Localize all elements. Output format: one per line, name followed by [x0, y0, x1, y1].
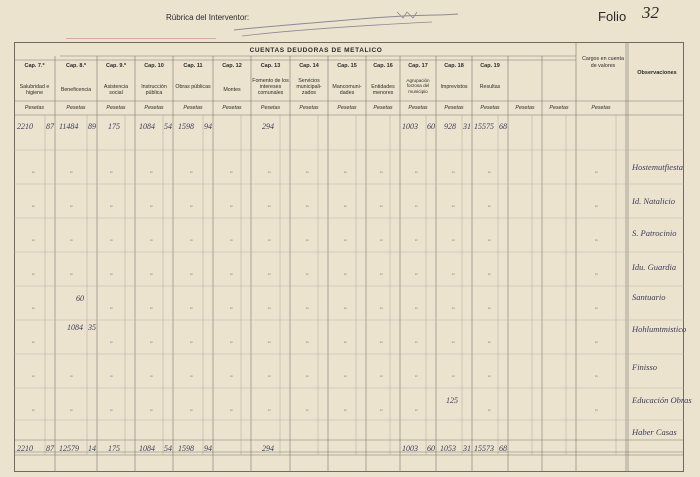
- svg-text:„: „: [595, 270, 598, 276]
- svg-text:„: „: [110, 304, 113, 310]
- cap-19-header: Cap. 19: [480, 63, 500, 69]
- col-desc-entidades: Entidades menores: [371, 84, 395, 97]
- svg-text:„: „: [595, 338, 598, 344]
- col-desc-asistencia: Asistencia social: [103, 84, 129, 97]
- svg-text:„: „: [150, 338, 153, 344]
- svg-text:„: „: [230, 270, 233, 276]
- svg-text:„: „: [415, 372, 418, 378]
- svg-text:„: „: [150, 406, 153, 412]
- svg-text:„: „: [344, 202, 347, 208]
- svg-text:„: „: [70, 270, 73, 276]
- unit-label: Pesetas: [183, 105, 203, 111]
- unit-label: Pesetas: [444, 105, 464, 111]
- svg-text:„: „: [190, 168, 193, 174]
- folio-number: 32: [642, 3, 659, 22]
- svg-text:„: „: [595, 236, 598, 242]
- col-desc-agrupacion: Agrupación forzosa del municipio: [406, 78, 430, 94]
- svg-text:„: „: [380, 406, 383, 412]
- cap-9-header: Cap. 9.º: [105, 63, 127, 69]
- cell-value: 1084: [67, 323, 83, 332]
- svg-text:„: „: [595, 202, 598, 208]
- svg-text:„: „: [230, 202, 233, 208]
- svg-text:„: „: [268, 270, 271, 276]
- col-desc-obras: Obras públicas: [175, 84, 211, 90]
- folio-label: Folio: [598, 9, 627, 24]
- cap-17-header: Cap. 17: [408, 63, 428, 69]
- unit-label: Pesetas: [299, 105, 319, 111]
- cap-10-header: Cap. 10: [144, 63, 164, 69]
- unit-label: Pesetas: [549, 105, 569, 111]
- svg-text:„: „: [344, 338, 347, 344]
- unit-label: Pesetas: [260, 105, 281, 111]
- svg-text:„: „: [230, 372, 233, 378]
- svg-text:„: „: [190, 406, 193, 412]
- col-desc-instruccion: Instrucción pública: [141, 84, 167, 97]
- total-value: 12579: [59, 444, 79, 453]
- cap-14-header: Cap. 14: [299, 63, 319, 69]
- cap-18-header: Cap. 18: [444, 63, 464, 69]
- svg-text:„: „: [230, 168, 233, 174]
- svg-text:„: „: [415, 338, 418, 344]
- svg-text:„: „: [70, 406, 73, 412]
- svg-text:„: „: [150, 202, 153, 208]
- total-value: 175: [108, 444, 120, 453]
- col-desc-montes: Montes: [223, 87, 241, 93]
- observacion-entry: Santuario: [632, 292, 666, 302]
- svg-text:„: „: [488, 372, 491, 378]
- svg-text:„: „: [344, 270, 347, 276]
- total-value: 294: [262, 444, 274, 453]
- svg-text:„: „: [150, 270, 153, 276]
- svg-text:„: „: [306, 338, 309, 344]
- svg-text:„: „: [110, 168, 113, 174]
- observacion-entry: Hohlumtmistico: [632, 324, 687, 334]
- observacion-entry: Haber Casas: [632, 427, 677, 437]
- svg-text:„: „: [380, 338, 383, 344]
- col-desc-fomento: Fomento de los intereses comunales: [252, 78, 289, 97]
- cap-8-header: Cap. 8.º: [65, 63, 87, 69]
- col-desc-resultas: Resultas: [479, 84, 501, 90]
- total-value: 15573: [474, 444, 494, 453]
- cell-value: 2210: [17, 122, 33, 131]
- svg-text:„: „: [190, 372, 193, 378]
- unit-label: Pesetas: [106, 105, 126, 111]
- svg-text:„: „: [70, 168, 73, 174]
- svg-text:„: „: [32, 168, 35, 174]
- svg-text:„: „: [488, 338, 491, 344]
- svg-text:„: „: [268, 372, 271, 378]
- svg-text:„: „: [32, 270, 35, 276]
- observacion-entry: S. Patrocinio: [632, 228, 677, 238]
- svg-text:„: „: [488, 304, 491, 310]
- total-cents: 31: [463, 444, 471, 453]
- col-desc-mancomunidades: Mancomuni-dades: [332, 84, 362, 97]
- total-cents: 94: [204, 444, 212, 453]
- unit-label: Pesetas: [66, 105, 86, 111]
- svg-text:„: „: [380, 270, 383, 276]
- svg-text:„: „: [110, 270, 113, 276]
- svg-text:„: „: [150, 236, 153, 242]
- svg-text:„: „: [452, 236, 455, 242]
- cell-value: 1084: [139, 122, 155, 131]
- svg-text:„: „: [380, 236, 383, 242]
- svg-text:„: „: [595, 304, 598, 310]
- svg-text:„: „: [488, 406, 491, 412]
- svg-text:„: „: [380, 202, 383, 208]
- cap-12-header: Cap. 12: [222, 63, 242, 69]
- cell-cents: 68: [499, 122, 507, 131]
- total-value: 1598: [178, 444, 194, 453]
- observacion-entry: Finisso: [632, 362, 658, 372]
- observaciones-header: Observaciones: [637, 70, 677, 76]
- svg-text:„: „: [344, 406, 347, 412]
- svg-text:„: „: [32, 202, 35, 208]
- svg-text:„: „: [32, 372, 35, 378]
- svg-text:„: „: [306, 372, 309, 378]
- unit-label: Pesetas: [480, 105, 500, 111]
- unit-label: Pesetas: [408, 105, 428, 111]
- cell-cents: 60: [427, 122, 435, 131]
- svg-text:„: „: [595, 372, 598, 378]
- svg-text:„: „: [150, 168, 153, 174]
- svg-text:„: „: [415, 304, 418, 310]
- svg-text:„: „: [344, 236, 347, 242]
- cell-cents: 54: [164, 122, 172, 131]
- total-cents: 68: [499, 444, 507, 453]
- rubrica-label: Rúbrica del Interventor:: [166, 13, 250, 22]
- cap-7-header: Cap. 7.º: [24, 63, 45, 69]
- unit-label: Pesetas: [144, 105, 164, 111]
- svg-text:„: „: [415, 202, 418, 208]
- total-value: 2210: [17, 444, 33, 453]
- cap-16-header: Cap. 16: [373, 63, 393, 69]
- svg-text:„: „: [415, 270, 418, 276]
- svg-text:„: „: [268, 338, 271, 344]
- svg-text:„: „: [230, 304, 233, 310]
- cap-13-header: Cap. 13: [260, 63, 281, 69]
- svg-text:„: „: [190, 304, 193, 310]
- cell-value: 928: [444, 122, 456, 131]
- total-cents: 54: [164, 444, 172, 453]
- svg-text:„: „: [70, 236, 73, 242]
- observacion-entry: Idu. Guardia: [632, 262, 677, 272]
- cargos-header: Cargos en cuenta de valores: [582, 56, 624, 69]
- svg-text:„: „: [110, 338, 113, 344]
- svg-text:„: „: [452, 304, 455, 310]
- svg-text:„: „: [595, 406, 598, 412]
- svg-text:„: „: [488, 202, 491, 208]
- unit-label: Pesetas: [222, 105, 242, 111]
- cell-cents: 87: [46, 122, 54, 131]
- svg-text:„: „: [452, 202, 455, 208]
- svg-text:„: „: [380, 304, 383, 310]
- unit-label: Pesetas: [591, 105, 611, 111]
- total-value: 1053: [440, 444, 456, 453]
- svg-text:„: „: [380, 168, 383, 174]
- svg-text:„: „: [110, 202, 113, 208]
- svg-text:„: „: [190, 338, 193, 344]
- svg-text:„: „: [268, 202, 271, 208]
- svg-text:„: „: [344, 168, 347, 174]
- svg-text:„: „: [306, 406, 309, 412]
- svg-text:„: „: [306, 202, 309, 208]
- observacion-entry: Hostemutfiesta: [632, 162, 683, 172]
- cell-cents: 35: [88, 323, 96, 332]
- svg-text:„: „: [488, 168, 491, 174]
- cell-value: 60: [76, 294, 84, 303]
- cell-value: 294: [262, 122, 274, 131]
- svg-text:„: „: [488, 236, 491, 242]
- cell-value: 15575: [474, 122, 494, 131]
- svg-text:„: „: [110, 236, 113, 242]
- total-cents: 87: [46, 444, 54, 453]
- cell-value: 11484: [59, 122, 79, 131]
- unit-label: Pesetas: [373, 105, 393, 111]
- svg-text:„: „: [344, 304, 347, 310]
- svg-text:„: „: [452, 372, 455, 378]
- svg-text:„: „: [230, 406, 233, 412]
- svg-text:„: „: [452, 168, 455, 174]
- svg-text:„: „: [268, 168, 271, 174]
- svg-text:„: „: [110, 406, 113, 412]
- svg-text:„: „: [415, 168, 418, 174]
- cell-value: 1598: [178, 122, 194, 131]
- total-cents: 14: [88, 444, 96, 453]
- cell-value: 1003: [402, 122, 418, 131]
- total-value: 1084: [139, 444, 155, 453]
- unit-label: Pesetas: [337, 105, 357, 111]
- table-title: CUENTAS DEUDORAS DE METALICO: [249, 47, 383, 54]
- cell-value: 125: [446, 396, 458, 405]
- svg-text:„: „: [268, 304, 271, 310]
- svg-text:„: „: [488, 270, 491, 276]
- svg-text:„: „: [268, 236, 271, 242]
- cell-value: 175: [108, 122, 120, 131]
- cap-15-header: Cap. 15: [337, 63, 357, 69]
- svg-text:„: „: [110, 372, 113, 378]
- total-value: 1003: [402, 444, 418, 453]
- svg-text:„: „: [452, 270, 455, 276]
- unit-label: Pesetas: [515, 105, 535, 111]
- svg-text:„: „: [32, 406, 35, 412]
- col-desc-servicios: Servicios municipali-zados: [296, 78, 322, 97]
- svg-text:„: „: [70, 202, 73, 208]
- col-desc-beneficencia: Beneficencia: [60, 87, 92, 93]
- svg-text:„: „: [150, 372, 153, 378]
- cell-cents: 94: [204, 122, 212, 131]
- svg-text:„: „: [595, 168, 598, 174]
- svg-text:„: „: [70, 372, 73, 378]
- svg-text:„: „: [306, 168, 309, 174]
- svg-text:„: „: [268, 406, 271, 412]
- svg-text:„: „: [415, 406, 418, 412]
- svg-text:„: „: [452, 338, 455, 344]
- svg-text:„: „: [306, 236, 309, 242]
- observacion-entry: Id. Natalicio: [632, 196, 675, 206]
- cell-cents: 89: [88, 122, 96, 131]
- svg-text:„: „: [230, 338, 233, 344]
- cell-cents: 31: [463, 122, 471, 131]
- col-desc-imprevistos: Imprevistos: [440, 84, 468, 90]
- svg-text:„: „: [344, 372, 347, 378]
- svg-text:„: „: [380, 372, 383, 378]
- svg-text:„: „: [190, 202, 193, 208]
- svg-text:„: „: [32, 304, 35, 310]
- svg-text:„: „: [230, 236, 233, 242]
- svg-text:„: „: [306, 304, 309, 310]
- svg-text:„: „: [415, 236, 418, 242]
- svg-text:„: „: [150, 304, 153, 310]
- svg-text:„: „: [190, 236, 193, 242]
- col-desc-salubridad: Salubridad e higiene: [19, 84, 50, 97]
- svg-text:„: „: [190, 270, 193, 276]
- total-cents: 60: [427, 444, 435, 453]
- svg-text:„: „: [32, 338, 35, 344]
- observacion-entry: Educación Obras: [632, 395, 692, 405]
- cap-11-header: Cap. 11: [183, 63, 203, 69]
- svg-text:„: „: [32, 236, 35, 242]
- svg-text:„: „: [306, 270, 309, 276]
- unit-label: Pesetas: [24, 105, 45, 111]
